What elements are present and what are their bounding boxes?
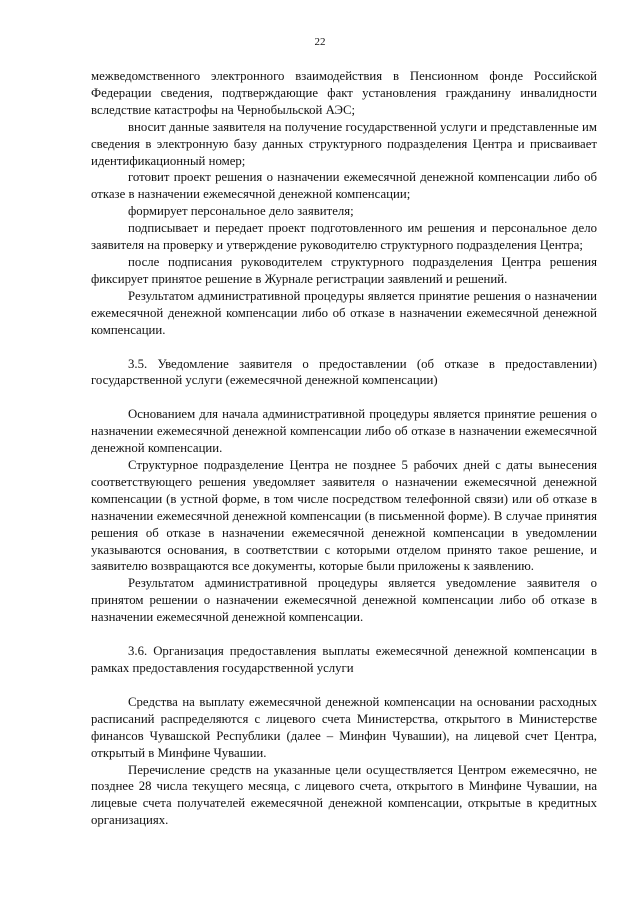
page-number: 22: [314, 36, 326, 48]
paragraph-forms-file: формирует персональное дело заявителя;: [128, 204, 354, 219]
paragraph-records-decision: после подписания руководителем структурного подразделения Центра решения фиксирует принятое решение в Журнале регистрации заявлений и решений.: [91, 254, 597, 286]
paragraph-continuation: межведомственного электронного взаимодействия в Пенсионном фонде Российской Федерации сведения, подтверждающие факт установления гражданину инвалидности вследствие катастрофы на Чернобыльской АЭС;: [91, 69, 597, 117]
paragraph-transfer: Перечисление средств на указанные цели осуществляется Центром ежемесячно, не позднее 28 числа текущего месяца, с лицевого счета, открытого в Минфине Чувашии, на лицевые счета получателей ежемесячной денежной компенсации, открытые в кредитных организациях.: [91, 762, 597, 828]
paragraph-result-notification: Результатом административной процедуры является уведомление заявителя о принятом решении о назначении ежемесячной денежной компенсации либо об отказе в назначении ежемесячной денежной компенсации.: [91, 576, 597, 625]
paragraph-signs-transfers: подписывает и передает проект подготовленного им решения и персональное дело заявителя на проверку и утверждение руководителю структурного подразделения Центра;: [91, 221, 597, 253]
section-title-3-5: 3.5. Уведомление заявителя о предоставлении (об отказе в предоставлении) государственной услуги (ежемесячной денежной компенсации): [91, 356, 597, 388]
paragraph-result-decision: Результатом административной процедуры является принятие решения о назначении ежемесячной денежной компенсации либо об отказе в назначении ежемесячной денежной компенсации.: [91, 288, 597, 337]
paragraph-notification: Структурное подразделение Центра не позднее 5 рабочих дней с даты вынесения соответствующего решения уведомляет заявителя о назначении ежемесячной денежной компенсации (в устной форме, в том числе посредством телефонной связи) или об отказе в назначении ежемесячной денежной компенсации (в письменной форме). В случае принятия решения об отказе в назначении ежемесячной денежной компенсации в уведомлении указываются основания, в соответствии с которыми отделом принято такое решение, и заявителю возвращаются все документы, которые были приложены к заявлению.: [91, 458, 597, 574]
paragraph-basis: Основанием для начала административной процедуры является принятие решения о назначении ежемесячной денежной компенсации либо об отказе в назначении ежемесячной денежной компенсации.: [91, 407, 597, 456]
paragraph-enters-data: вносит данные заявителя на получение государственной услуги и представленные им сведения в электронную базу данных структурного подразделения Центра и присваивает идентификационный номер;: [91, 119, 597, 168]
paragraph-funds: Средства на выплату ежемесячной денежной компенсации на основании расходных расписаний распределяются с лицевого счета Министерства, открытого в Министерстве финансов Чувашской Республики (далее – Минфин Чувашии), на лицевой счет Центра, открытый в Минфине Чувашии.: [91, 694, 597, 760]
section-title-3-6: 3.6. Организация предоставления выплаты ежемесячной денежной компенсации в рамках предоставления государственной услуги: [91, 644, 597, 675]
document-body: [91, 68, 597, 829]
paragraph-prepares-decision: готовит проект решения о назначении ежемесячной денежной компенсации либо об отказе в назначении ежемесячной денежной компенсации;: [91, 170, 597, 202]
